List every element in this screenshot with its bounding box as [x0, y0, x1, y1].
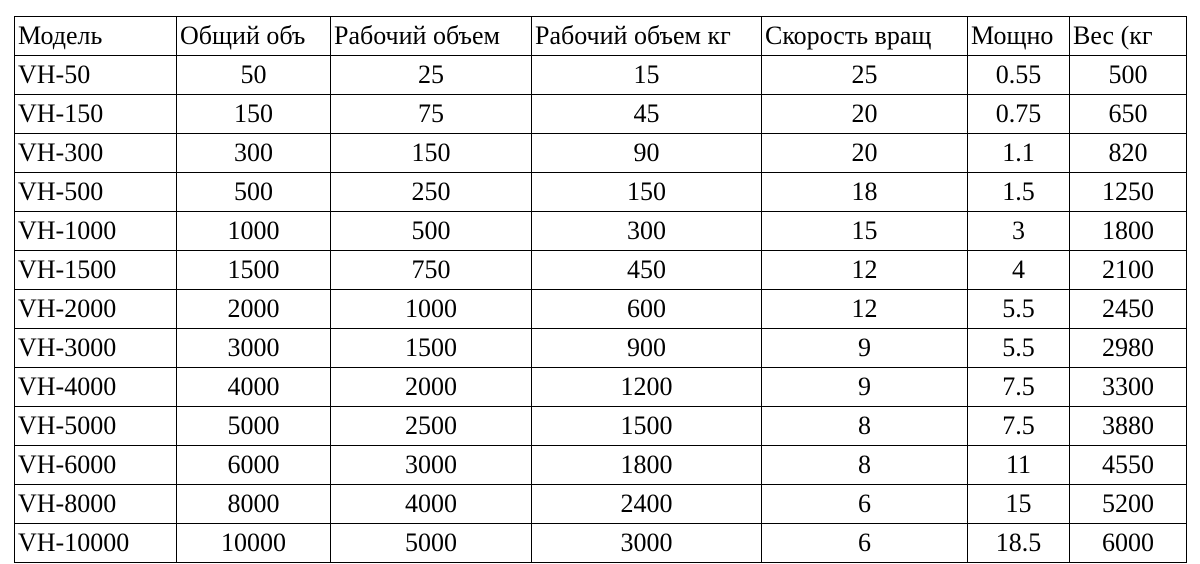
cell-model: VH-6000: [15, 446, 177, 485]
table-header: [15, 17, 1187, 56]
cell-power: 1.1: [968, 134, 1070, 173]
cell-model: VH-1000: [15, 212, 177, 251]
cell-weight: 2100: [1070, 251, 1187, 290]
cell-working-volume-kg: 150: [532, 173, 762, 212]
header-rotation-speed: Скорость вращ: [762, 17, 968, 56]
cell-working-volume: 1000: [331, 290, 532, 329]
cell-power: 7.5: [968, 407, 1070, 446]
cell-weight: 3880: [1070, 407, 1187, 446]
cell-model: VH-300: [15, 134, 177, 173]
cell-working-volume-kg: 45: [532, 95, 762, 134]
table-row: [15, 95, 1187, 134]
cell-weight: 1800: [1070, 212, 1187, 251]
cell-rotation-speed: 18: [762, 173, 968, 212]
cell-working-volume-kg: 600: [532, 290, 762, 329]
cell-working-volume-kg: 1800: [532, 446, 762, 485]
cell-working-volume: 75: [331, 95, 532, 134]
cell-working-volume-kg: 300: [532, 212, 762, 251]
cell-model: VH-2000: [15, 290, 177, 329]
cell-power: 5.5: [968, 329, 1070, 368]
cell-rotation-speed: 25: [762, 56, 968, 95]
cell-model: VH-4000: [15, 368, 177, 407]
table-row: [15, 173, 1187, 212]
table-row: [15, 290, 1187, 329]
cell-working-volume: 1500: [331, 329, 532, 368]
cell-working-volume-kg: 3000: [532, 524, 762, 563]
cell-rotation-speed: 20: [762, 95, 968, 134]
table-row: [15, 485, 1187, 524]
cell-total-volume: 1000: [177, 212, 331, 251]
cell-rotation-speed: 8: [762, 407, 968, 446]
cell-total-volume: 5000: [177, 407, 331, 446]
cell-rotation-speed: 9: [762, 368, 968, 407]
cell-model: VH-10000: [15, 524, 177, 563]
cell-power: 15: [968, 485, 1070, 524]
cell-weight: 5200: [1070, 485, 1187, 524]
cell-rotation-speed: 12: [762, 251, 968, 290]
cell-weight: 4550: [1070, 446, 1187, 485]
cell-weight: 3300: [1070, 368, 1187, 407]
cell-working-volume: 2000: [331, 368, 532, 407]
cell-model: VH-8000: [15, 485, 177, 524]
cell-power: 0.75: [968, 95, 1070, 134]
table-row: [15, 524, 1187, 563]
cell-total-volume: 300: [177, 134, 331, 173]
cell-total-volume: 10000: [177, 524, 331, 563]
cell-model: VH-1500: [15, 251, 177, 290]
cell-power: 4: [968, 251, 1070, 290]
cell-working-volume: 3000: [331, 446, 532, 485]
cell-working-volume-kg: 900: [532, 329, 762, 368]
table-row: [15, 134, 1187, 173]
header-power: Мощно: [968, 17, 1070, 56]
cell-working-volume: 250: [331, 173, 532, 212]
table-row: [15, 329, 1187, 368]
cell-power: 7.5: [968, 368, 1070, 407]
cell-total-volume: 8000: [177, 485, 331, 524]
header-working-volume: Рабочий объем: [331, 17, 532, 56]
cell-weight: 2450: [1070, 290, 1187, 329]
specifications-table: [14, 16, 1187, 563]
cell-working-volume: 5000: [331, 524, 532, 563]
cell-working-volume-kg: 2400: [532, 485, 762, 524]
cell-working-volume: 2500: [331, 407, 532, 446]
cell-model: VH-50: [15, 56, 177, 95]
table-row: [15, 212, 1187, 251]
cell-power: 3: [968, 212, 1070, 251]
cell-working-volume: 25: [331, 56, 532, 95]
cell-working-volume: 500: [331, 212, 532, 251]
cell-rotation-speed: 15: [762, 212, 968, 251]
cell-total-volume: 150: [177, 95, 331, 134]
table-body: [15, 56, 1187, 563]
cell-model: VH-150: [15, 95, 177, 134]
cell-weight: 6000: [1070, 524, 1187, 563]
cell-power: 18.5: [968, 524, 1070, 563]
cell-working-volume: 750: [331, 251, 532, 290]
header-row: [15, 17, 1187, 56]
cell-working-volume: 150: [331, 134, 532, 173]
cell-rotation-speed: 8: [762, 446, 968, 485]
cell-weight: 2980: [1070, 329, 1187, 368]
cell-power: 5.5: [968, 290, 1070, 329]
header-model: Модель: [15, 17, 177, 56]
cell-working-volume: 4000: [331, 485, 532, 524]
cell-working-volume-kg: 1500: [532, 407, 762, 446]
header-weight: Вес (кг: [1070, 17, 1187, 56]
cell-working-volume-kg: 450: [532, 251, 762, 290]
cell-rotation-speed: 9: [762, 329, 968, 368]
cell-total-volume: 1500: [177, 251, 331, 290]
cell-total-volume: 4000: [177, 368, 331, 407]
cell-total-volume: 2000: [177, 290, 331, 329]
cell-rotation-speed: 12: [762, 290, 968, 329]
cell-total-volume: 50: [177, 56, 331, 95]
header-working-volume-kg: Рабочий объем кг: [532, 17, 762, 56]
cell-weight: 650: [1070, 95, 1187, 134]
cell-power: 11: [968, 446, 1070, 485]
cell-rotation-speed: 6: [762, 524, 968, 563]
cell-working-volume-kg: 90: [532, 134, 762, 173]
table-row: [15, 407, 1187, 446]
cell-model: VH-500: [15, 173, 177, 212]
cell-weight: 500: [1070, 56, 1187, 95]
cell-model: VH-3000: [15, 329, 177, 368]
cell-rotation-speed: 20: [762, 134, 968, 173]
table-row: [15, 56, 1187, 95]
cell-model: VH-5000: [15, 407, 177, 446]
table-row: [15, 368, 1187, 407]
cell-weight: 820: [1070, 134, 1187, 173]
header-total-volume: Общий объ: [177, 17, 331, 56]
cell-total-volume: 3000: [177, 329, 331, 368]
cell-total-volume: 6000: [177, 446, 331, 485]
cell-total-volume: 500: [177, 173, 331, 212]
cell-working-volume-kg: 1200: [532, 368, 762, 407]
cell-rotation-speed: 6: [762, 485, 968, 524]
cell-power: 0.55: [968, 56, 1070, 95]
cell-weight: 1250: [1070, 173, 1187, 212]
table-row: [15, 251, 1187, 290]
table-row: [15, 446, 1187, 485]
cell-working-volume-kg: 15: [532, 56, 762, 95]
cell-power: 1.5: [968, 173, 1070, 212]
